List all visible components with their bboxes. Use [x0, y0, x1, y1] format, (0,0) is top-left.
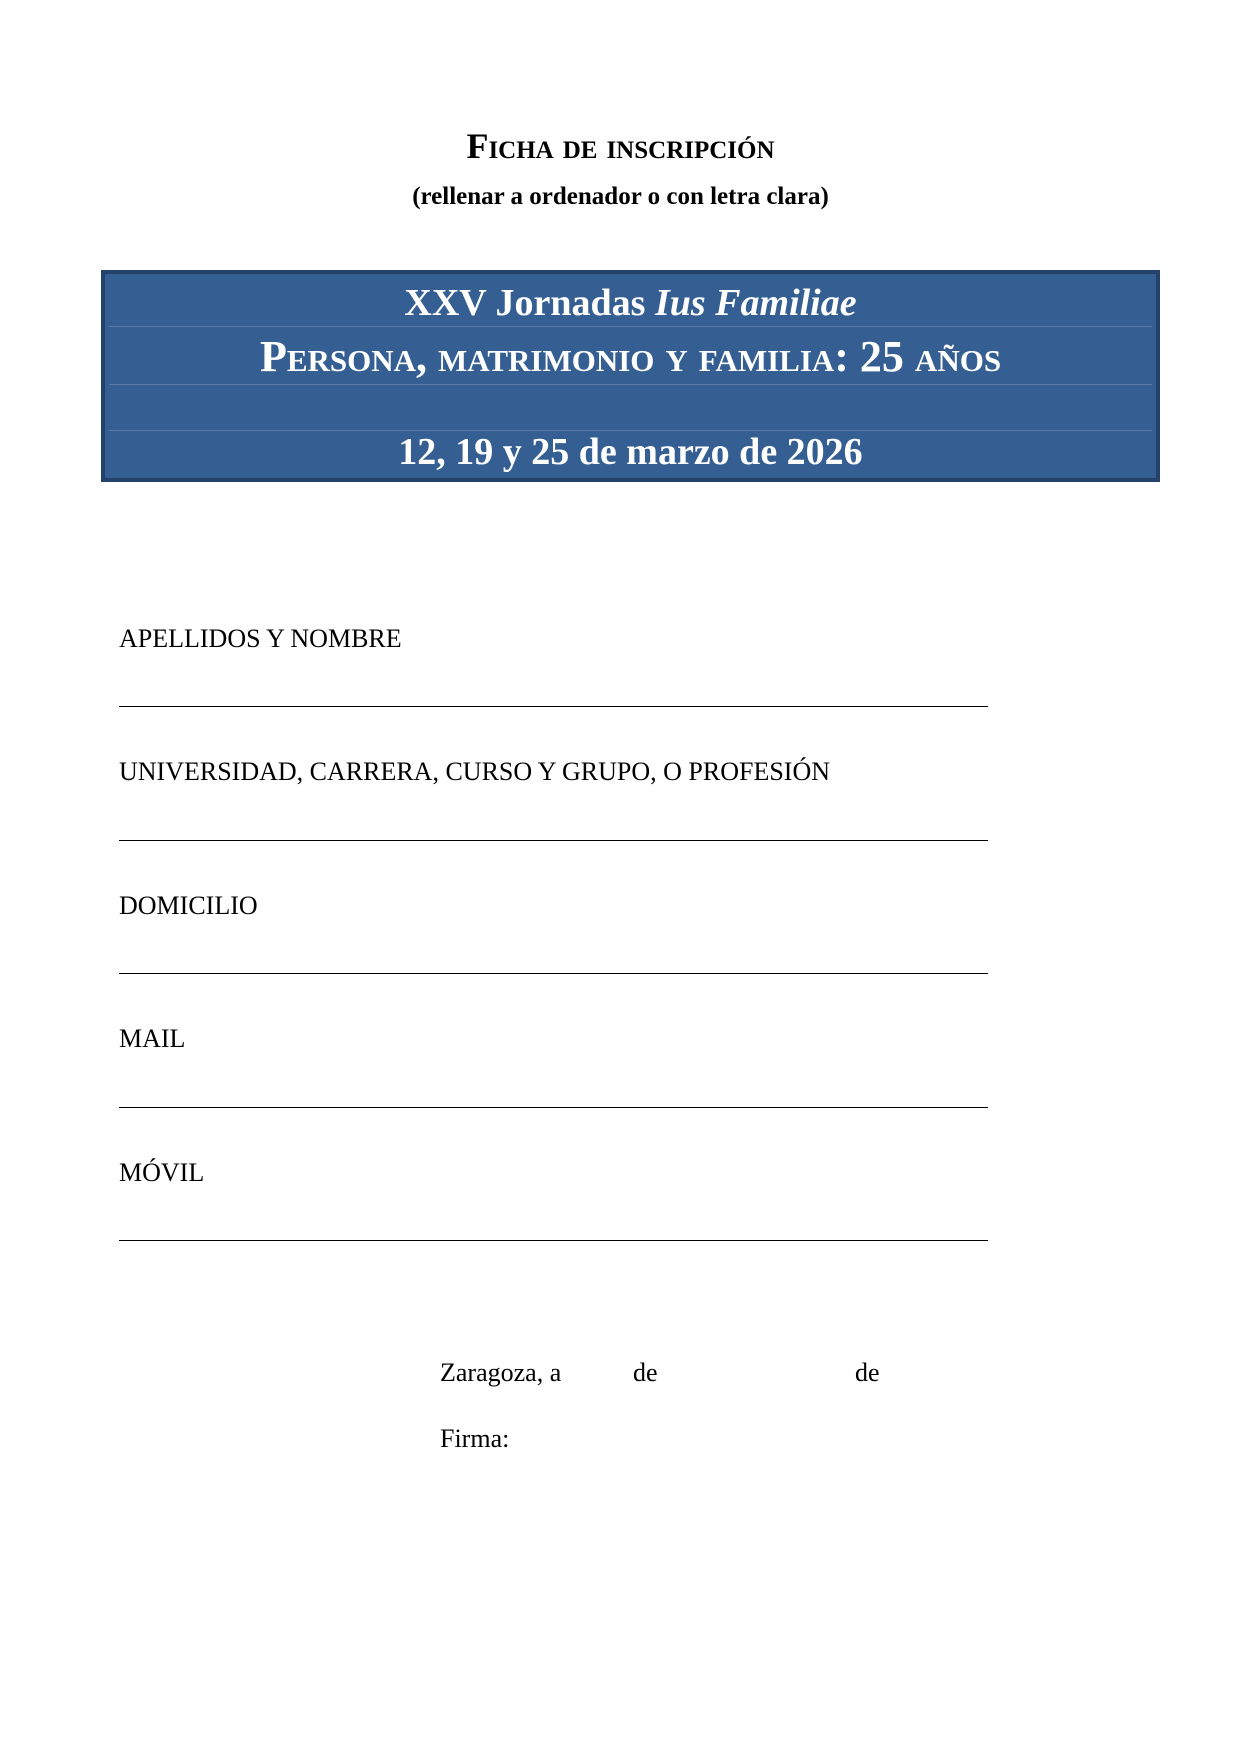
event-dates: 12, 19 y 25 de marzo de 2026	[398, 431, 863, 473]
banner-divider	[109, 326, 1152, 327]
form-subtitle: (rellenar a ordenador o con letra clara)	[412, 183, 829, 210]
signature-de-year: de	[855, 1358, 880, 1387]
event-edition-prefix: XXV Jornadas	[404, 282, 655, 324]
event-series-name: Ius Familiae	[654, 282, 857, 324]
event-theme-title: Persona, matrimonio y familia: 25 años	[259, 332, 1002, 381]
field-line-address[interactable]	[119, 973, 988, 974]
field-line-name[interactable]	[119, 706, 988, 707]
field-line-university[interactable]	[119, 840, 988, 841]
field-line-mail[interactable]	[119, 1107, 988, 1108]
field-label-mobile: MÓVIL	[119, 1158, 205, 1187]
signature-label: Firma:	[440, 1424, 510, 1453]
signature-place: Zaragoza, a	[440, 1358, 562, 1387]
field-label-name: APELLIDOS Y NOMBRE	[119, 624, 402, 653]
banner-divider	[109, 384, 1152, 385]
field-line-mobile[interactable]	[119, 1240, 988, 1241]
field-label-university: UNIVERSIDAD, CARRERA, CURSO Y GRUPO, O PROFESIÓN	[119, 757, 831, 786]
field-label-address: DOMICILIO	[119, 891, 258, 920]
event-edition-title	[105, 280, 1156, 326]
event-banner	[101, 270, 1160, 482]
field-label-mail: MAIL	[119, 1024, 186, 1053]
form-title: Ficha de inscripción	[466, 126, 775, 166]
signature-de-month: de	[633, 1358, 658, 1387]
